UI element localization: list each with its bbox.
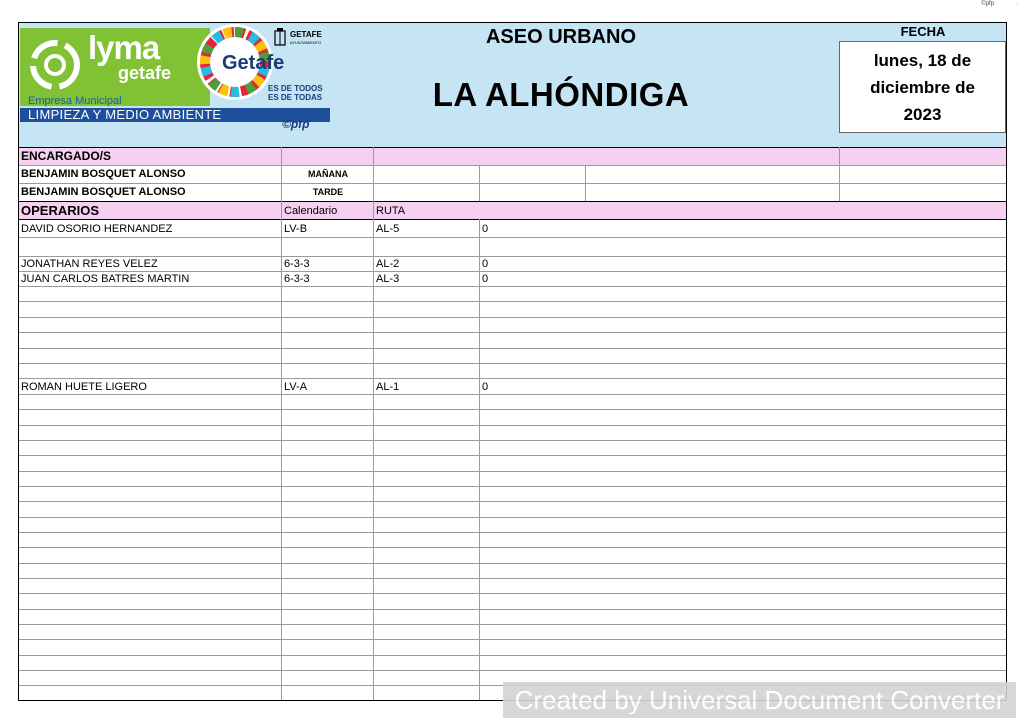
operario-calendario: 6-3-3	[284, 258, 310, 270]
operario-ruta: AL-5	[376, 223, 400, 235]
corner-dot: .	[1016, 1, 1018, 7]
operario-calendario: 6-3-3	[284, 273, 310, 285]
operario-name: JONATHAN REYES VELEZ	[21, 258, 158, 270]
ayuntamiento-text: GETAFE	[290, 30, 322, 39]
ruta-column-header: RUTA	[376, 205, 406, 217]
limpieza-text: LIMPIEZA Y MEDIO AMBIENTE	[28, 107, 222, 122]
page-subtitle: LA ALHÓNDIGA	[432, 76, 690, 113]
sheet-border	[18, 22, 1007, 701]
page-title: ASEO URBANO	[485, 26, 636, 48]
date-box: lunes, 18 de diciembre de 2023	[839, 41, 1006, 133]
ayuntamiento-sub-text: AYUNTAMIENTO	[290, 40, 322, 45]
operario-calendario: LV-B	[284, 223, 308, 235]
operario-ruta: AL-1	[376, 381, 400, 393]
operario-ruta: AL-2	[376, 258, 400, 270]
encargado-turno: MAÑANA	[308, 169, 348, 179]
empresa-municipal-text: Empresa Municipal	[28, 95, 122, 107]
operarios-label: OPERARIOS	[21, 203, 100, 218]
watermark: Created by Universal Document Converter	[503, 682, 1016, 718]
operario-valor: 0	[482, 381, 489, 393]
lyma-wordmark: lyma	[88, 29, 160, 66]
fecha-label: FECHA	[900, 24, 946, 39]
encargado-name: BENJAMIN BOSQUET ALONSO	[21, 186, 186, 198]
corner-mark: ©pfp	[981, 1, 994, 7]
encargado-name: BENJAMIN BOSQUET ALONSO	[21, 168, 186, 180]
calendario-column-header: Calendario	[284, 205, 338, 217]
operario-valor: 0	[482, 223, 489, 235]
operario-name: ROMAN HUETE LIGERO	[21, 381, 147, 393]
lyma-getafe-text: getafe	[118, 63, 172, 83]
operario-calendario: LV-A	[284, 381, 308, 393]
encargado-turno: TARDE	[312, 187, 344, 197]
operario-valor: 0	[482, 273, 489, 285]
es-de-todas-line: ES DE TODAS	[268, 93, 323, 102]
ods-getafe-text: Getafe	[222, 52, 285, 74]
operario-valor: 0	[482, 258, 489, 270]
encargados-label: ENCARGADO/S	[21, 149, 112, 163]
es-de-todos-line: ES DE TODOS	[268, 84, 323, 93]
operario-name: DAVID OSORIO HERNANDEZ	[21, 223, 173, 235]
operario-ruta: AL-3	[376, 273, 400, 285]
pfp-mark: ©pfp	[282, 117, 310, 131]
operario-name: JUAN CARLOS BATRES MARTIN	[21, 273, 190, 285]
